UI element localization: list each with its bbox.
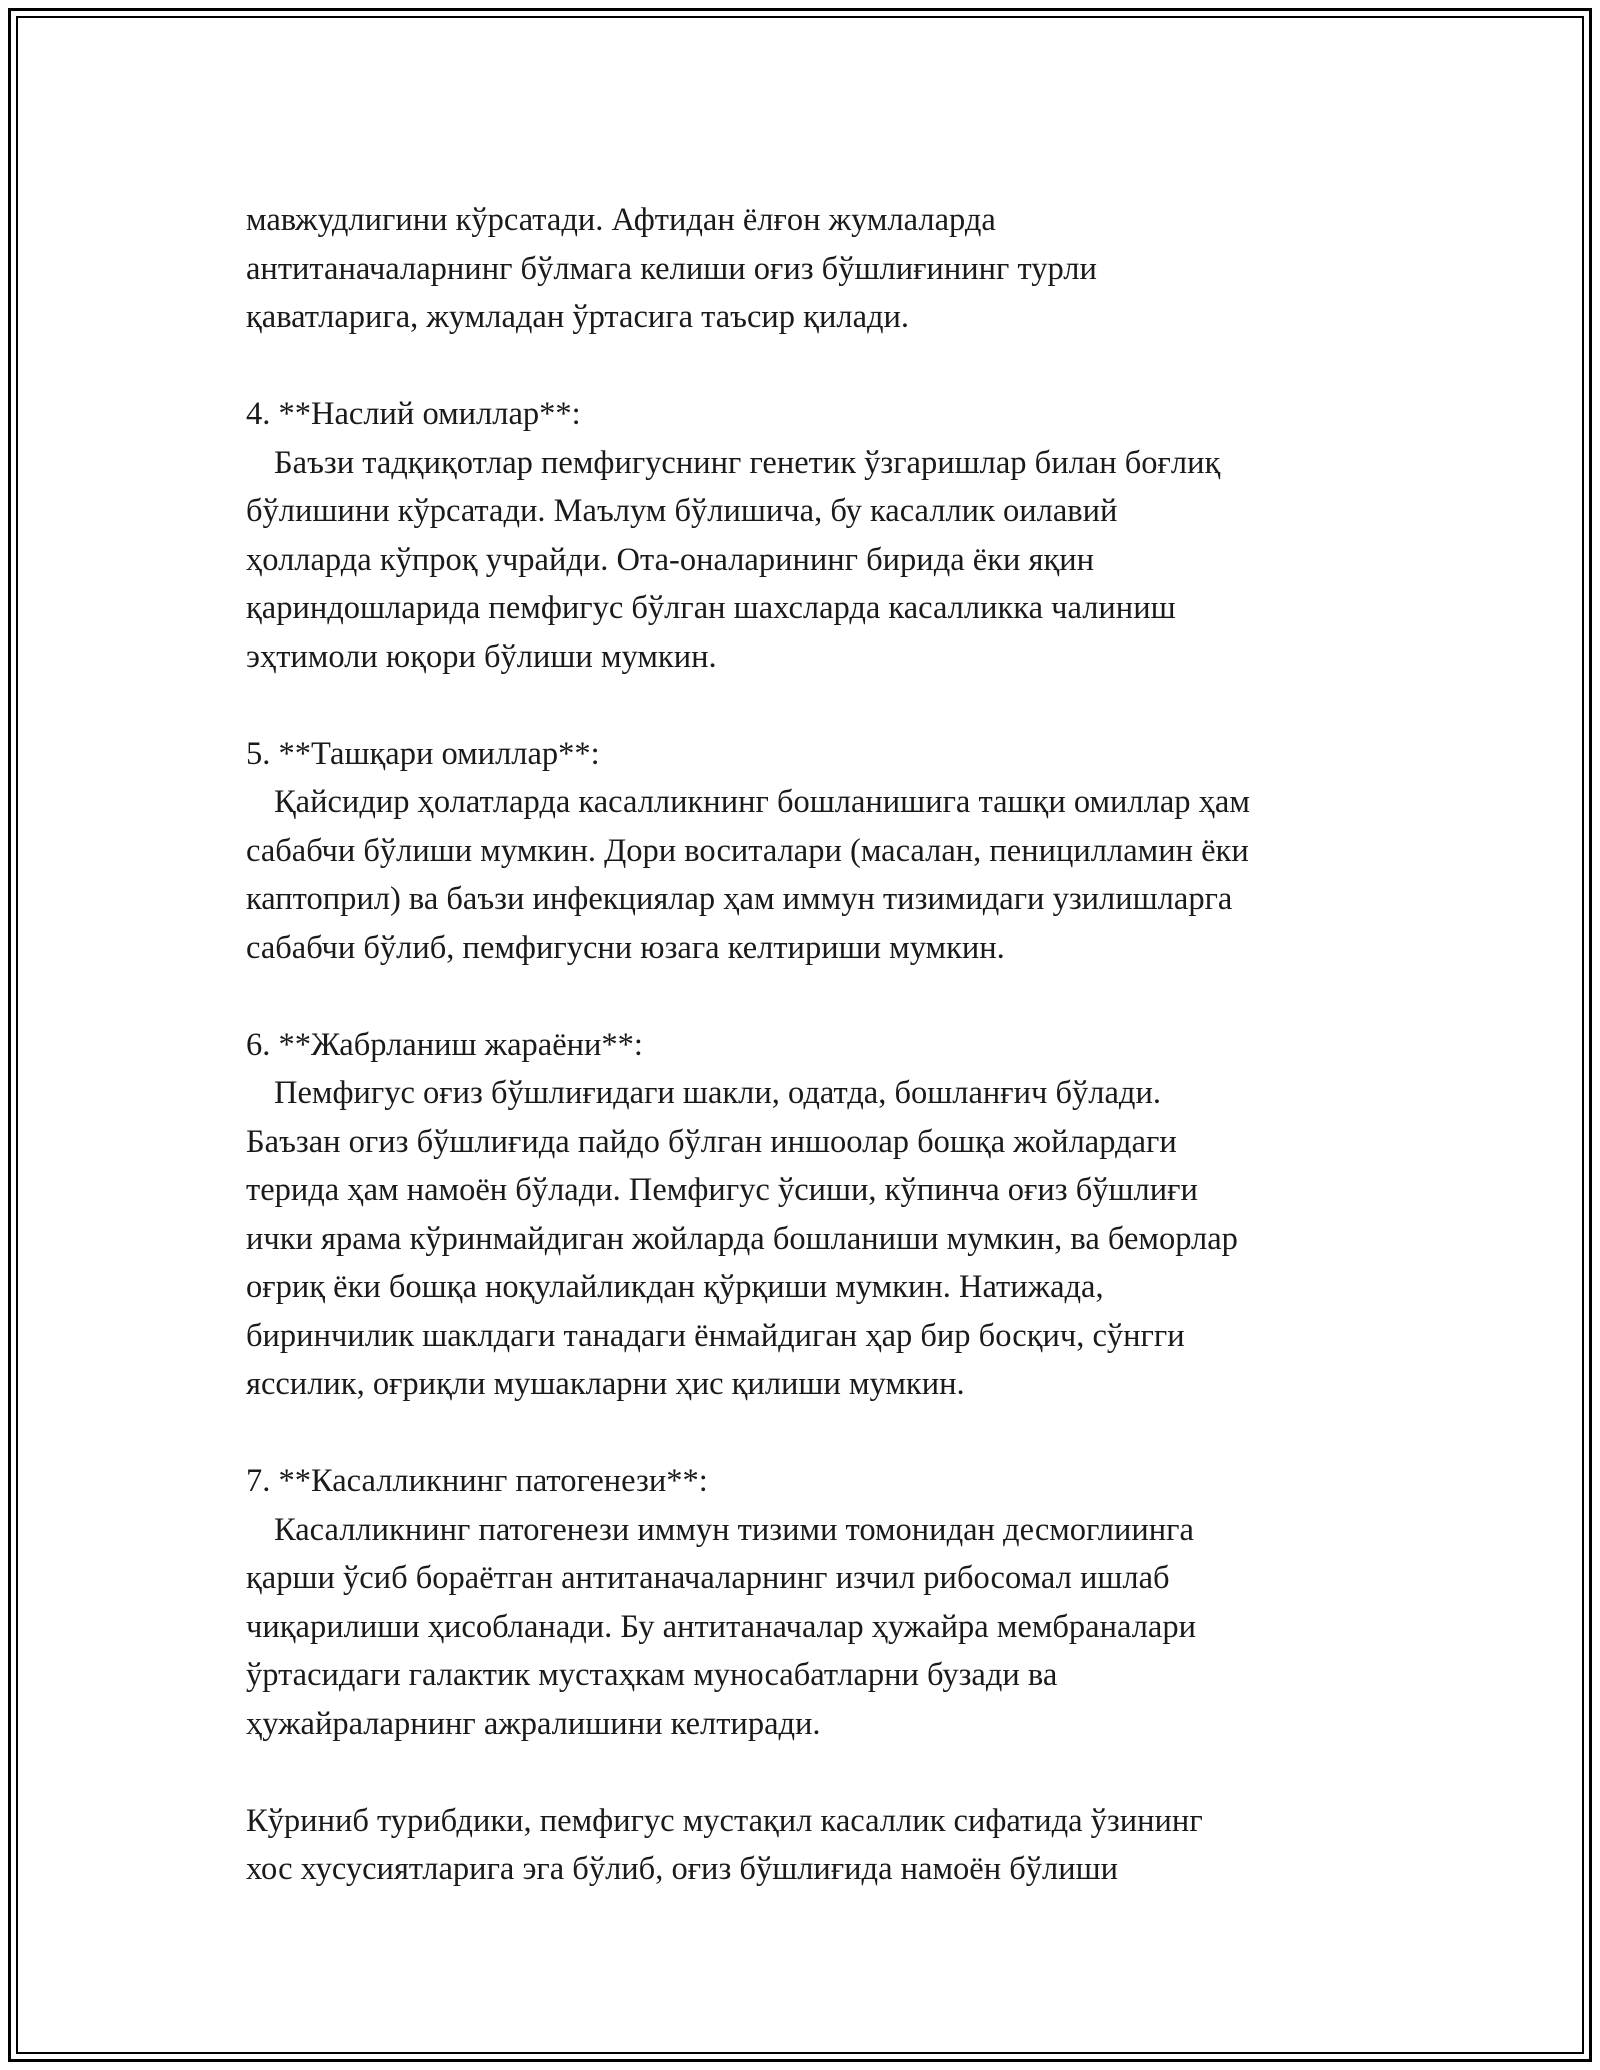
text-line: Қайсидир ҳолатларда касалликнинг бошланишига ташқи омиллар ҳам xyxy=(274,784,1250,820)
text-line: ички ярама кўринмайдиган жойларда бошланиши мумкин, ва беморлар xyxy=(246,1220,1238,1257)
text-line: терида ҳам намоён бўлади. Пемфигус ўсиши, кўпинча оғиз бўшлиғи xyxy=(246,1172,1198,1208)
text-line: ҳужайраларнинг ажралишини келтиради. xyxy=(246,1705,821,1742)
text-line: эҳтимоли юқори бўлиши мумкин. xyxy=(246,638,717,675)
section-heading-5: 5. **Ташқари омиллар**: xyxy=(246,735,600,772)
text-line: каптоприл) ва баъзи инфекциялар ҳам иммун тизимидаги узилишларга xyxy=(246,881,1233,917)
text-line: Касалликнинг патогенези иммун тизими томонидан десмоглиинга xyxy=(274,1511,1194,1548)
text-line: сабабчи бўлиши мумкин. Дори воситалари (масалан, пеницилламин ёки xyxy=(246,832,1249,869)
text-line: Кўриниб турибдики, пемфигус мустақил касаллик сифатида ўзининг xyxy=(246,1802,1203,1839)
text-line: биринчилик шаклдаги танадаги ёнмайдиган ҳар бир босқич, сўнгги xyxy=(246,1317,1185,1354)
text-line: Баъзан огиз бўшлиғида пайдо бўлган иншоолар бошқа жойлардаги xyxy=(246,1123,1177,1160)
text-line: чиқарилиши ҳисобланади. Бу антитаначалар ҳужайра мембраналари xyxy=(246,1608,1196,1645)
text-line: ўртасидаги галактик мустаҳкам муносабатларни бузади ва xyxy=(246,1657,1058,1693)
text-line: қариндошларида пемфигус бўлган шахсларда касалликка чалиниш xyxy=(246,590,1176,626)
text-line: антитаначаларнинг бўлмага келиши оғиз бўшлиғининг турли xyxy=(246,250,1097,287)
section-heading-6: 6. **Жабрланиш жараёни**: xyxy=(246,1026,643,1063)
text-line: қарши ўсиб бораётган антитаначаларнинг изчил рибосомал ишлаб xyxy=(246,1560,1170,1596)
section-heading-7: 7. **Касалликнинг патогенези**: xyxy=(246,1463,708,1499)
text-line: Пемфигус оғиз бўшлиғидаги шакли, одатда, бошланғич бўлади. xyxy=(274,1075,1161,1111)
text-line: сабабчи бўлиб, пемфигусни юзага келтириши мумкин. xyxy=(246,929,1005,966)
section-heading-4: 4. **Наслий омиллар**: xyxy=(246,396,581,432)
text-line: оғриқ ёки бошқа ноқулайликдан қўрқиши мумкин. Натижада, xyxy=(246,1269,1104,1305)
page-border xyxy=(8,8,1592,2062)
paragraph-gap xyxy=(246,1409,1416,1458)
text-line: бўлишини кўрсатади. Маълум бўлишича, бу касаллик оилавий xyxy=(246,493,1118,529)
paragraph-gap xyxy=(246,972,1416,1021)
text-line: хос хусусиятларига эга бўлиб, оғиз бўшлиғида намоён бўлиши xyxy=(246,1851,1119,1887)
document-body xyxy=(246,196,1416,1894)
paragraph-gap xyxy=(246,681,1416,730)
paragraph-gap xyxy=(246,342,1416,391)
text-line: Баъзи тадқиқотлар пемфигуснинг генетик ўзгаришлар билан боғлиқ xyxy=(274,444,1221,481)
text-line: қаватларига, жумладан ўртасига таъсир қилади. xyxy=(246,299,910,335)
text-line: яссилик, оғриқли мушакларни ҳис қилиши мумкин. xyxy=(246,1366,965,1402)
text-line: ҳолларда кўпроқ учрайди. Ота-оналарининг бирида ёки яқин xyxy=(246,541,1095,578)
paragraph-gap xyxy=(246,1748,1416,1797)
text-line: мавжудлигини кўрсатади. Афтидан ёлғон жумлаларда xyxy=(246,202,996,238)
